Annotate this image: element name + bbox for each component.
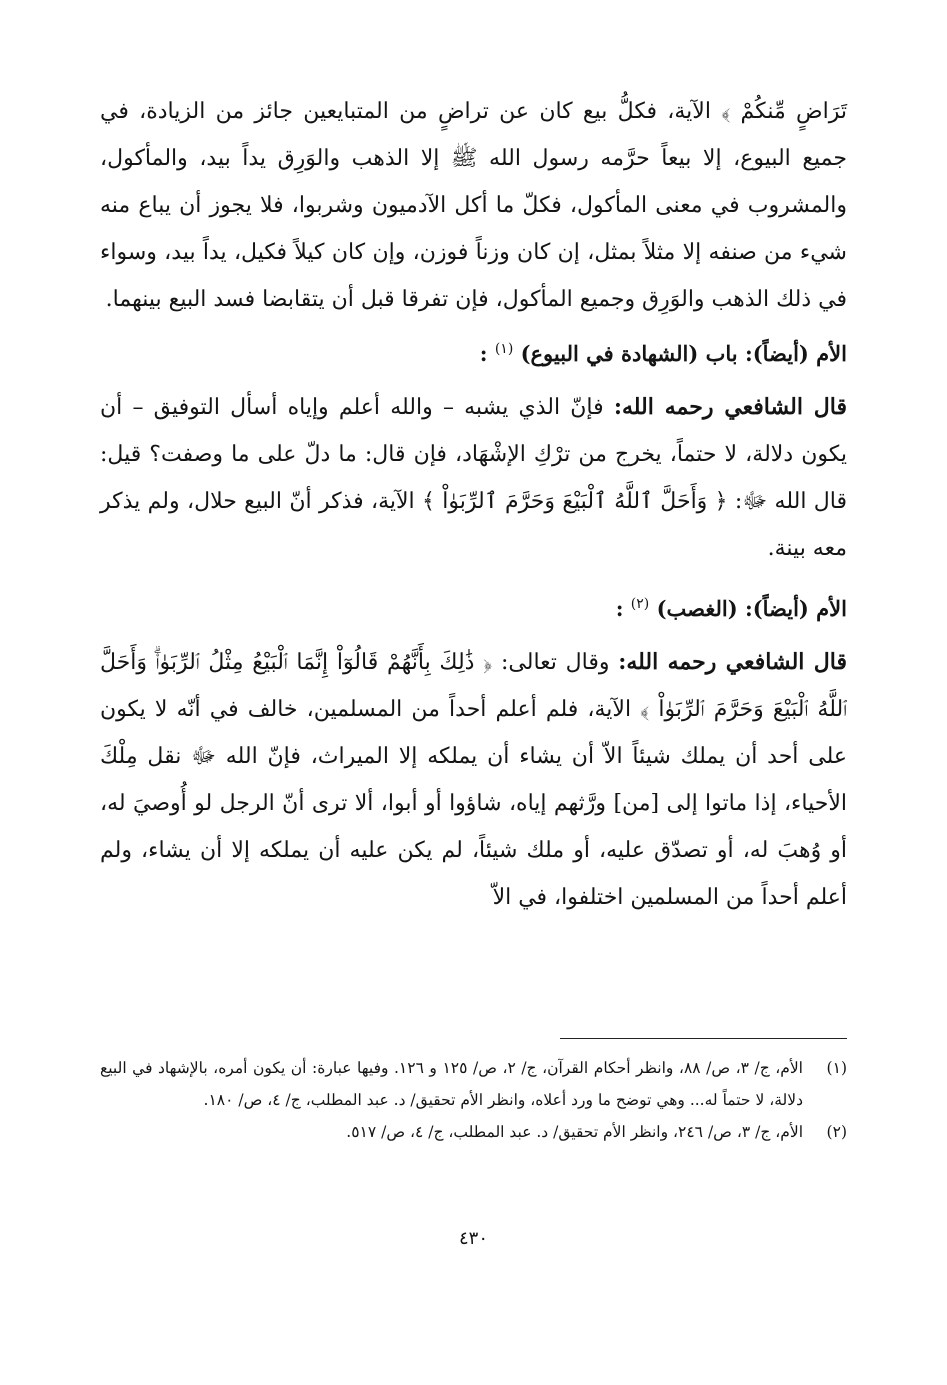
footnote-1 bbox=[100, 1052, 847, 1116]
heading-colon: : bbox=[479, 341, 488, 366]
section-heading-text: الأم (أيضاً): (الغصب) bbox=[656, 596, 847, 621]
section-heading-text: الأم (أيضاً): باب (الشهادة في البيوع) bbox=[520, 341, 847, 366]
paragraph-text: وقال تعالى: ﴿ ذَٰلِكَ بِأَنَّهُمْ قَالُوٓاْ إِنَّمَا ٱلْبَيْعُ مِثْلُ ٱلرِّبَوٰاْۗ وَأَحَلَّ ٱللَّهُ ٱلْبَيْعَ وَحَرَّمَ ٱلرِّبَوٰاْ ﴾ الآية، فلم أعلم أحداً من المسلمين، خالف في أنّه لا يكون على أحد أن يملك شيئاً الاّ أن يشاء أن يملكه إلا الميراث، فإنّ الله ﷻ نقل مِلْكَ الأحياء، إذا ماتوا إلى [من] ورَّثهم إياه، شاؤوا أو أبوا، ألا ترى أنّ الرجل لو أُوصيَ له، أو وُهبَ له، أو تصدّق عليه، أو ملك شيئاً، لم يكن عليه أن يملكه إلا أن يشاء، ولم أعلم أحداً من المسلمين اختلفوا، في الاّ bbox=[100, 650, 847, 910]
page-number: ٤٣٠ bbox=[458, 1228, 488, 1249]
speaker-attribution: قال الشافعي رحمه الله: bbox=[613, 394, 848, 420]
footnote-ref-1: (١) bbox=[494, 341, 514, 357]
footnote-2 bbox=[100, 1116, 847, 1148]
paragraph-text: فإنّ الذي يشبه – والله أعلم وإياه أسأل التوفيق – أن يكون دلالة، لا حتماً، يخرج من ترْكِ الإشْهَاد، فإن قال: ما دلّ على ما وصفت؟ قيل: قال الله ﷻ: ﴿ وَأَحَلَّ ٱللَّهُ ٱلْبَيْعَ وَحَرَّمَ ٱلرِّبَوٰاْ ﴾ الآية، فذكر أنّ البيع حلال، ولم يذكر معه بينة. bbox=[100, 395, 847, 561]
section-heading-usurpation bbox=[100, 582, 847, 631]
footnote-number: (١) bbox=[826, 1059, 847, 1077]
speaker-attribution: قال الشافعي رحمه الله: bbox=[618, 649, 848, 675]
footnote-separator bbox=[560, 1038, 847, 1039]
section-heading-testimony-in-sales bbox=[100, 327, 847, 376]
page-body bbox=[100, 88, 847, 921]
footnote-number: (٢) bbox=[826, 1123, 847, 1141]
footnote-text: الأم، ج/ ٣، ص/ ٨٨، وانظر أحكام القرآن، ج/ ٢، ص/ ١٢٥ و ١٢٦. وفيها عبارة: أن يكون أمره، بالإشهاد في البيع دلالة، لا حتماً له... وهي توضح ما ورد أعلاه، وانظر الأم تحقيق/ د. عبد المطلب، ج/ ٤، ص/ ١٨٠. bbox=[100, 1059, 803, 1109]
heading-colon: : bbox=[615, 596, 624, 621]
footnotes bbox=[100, 1052, 847, 1148]
paragraph-usurpation bbox=[100, 639, 847, 921]
paragraph-testimony bbox=[100, 384, 847, 572]
paragraph-intro: تَرَاضٍ مِّنكُمْ ﴾ الآية، فكلُّ بيع كان عن تراضٍ من المتبايعين جائز من الزيادة، في جميع البيوع، إلا بيعاً حرَّمه رسول الله ﷺ إلا الذهب والوَرِق يداً بيد، والمأكول، والمشروب في معنى المأكول، فكلّ ما أكل الآدميون وشربوا، فلا يجوز أن يباع منه شيء من صنفه إلا مثلاً بمثل، إن كان وزناً فوزن، وإن كان كيلاً فكيل، يداً بيد، وسواء في ذلك الذهب والوَرِق وجميع المأكول، فإن تفرقا قبل أن يتقابضا فسد البيع بينهما. bbox=[100, 99, 847, 312]
footnote-ref-2: (٢) bbox=[630, 596, 650, 612]
footnote-text: الأم، ج/ ٣، ص/ ٢٤٦، وانظر الأم تحقيق/ د. عبد المطلب، ج/ ٤، ص/ ٥١٧. bbox=[346, 1123, 803, 1141]
